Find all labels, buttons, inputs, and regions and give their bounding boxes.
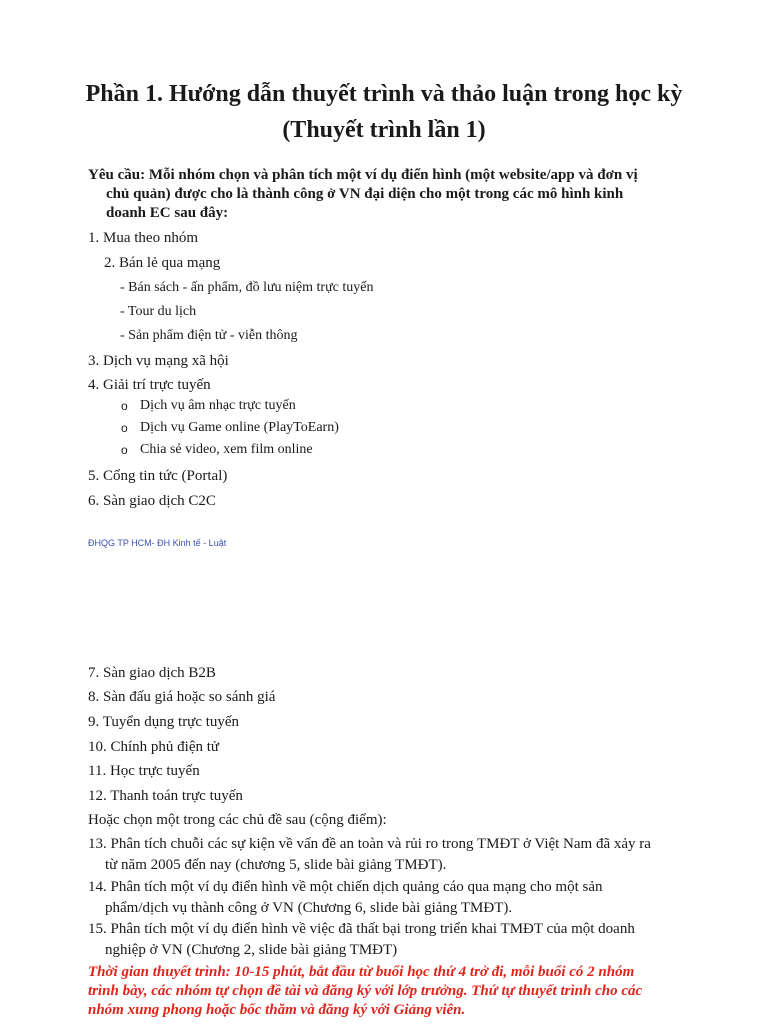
- list-item-3: 3. Dịch vụ mạng xã hội: [88, 353, 229, 369]
- list-item-15: [88, 919, 688, 961]
- circle-bullet-icon: o: [121, 443, 128, 457]
- note-line-1: Thời gian thuyết trình: 10-15 phút, bắt đầu từ buổi học thứ 4 trở đi, mỗi buổi có 2 nhóm: [88, 964, 635, 980]
- list-item-8: 8. Sàn đấu giá hoặc so sánh giá: [88, 689, 276, 705]
- circle-bullet-icon: o: [121, 421, 128, 435]
- list-subitem-4c: Chia sẻ video, xem film online: [140, 442, 313, 457]
- list-item-13-line-1: 13. Phân tích chuỗi các sự kiện về vấn đề an toàn và rủi ro trong TMĐT ở Việt Nam đã xảy ra: [88, 836, 651, 852]
- requirement-line-1: Yêu cầu: Mỗi nhóm chọn và phân tích một ví dụ điển hình (một website/app và đơn vị: [88, 167, 638, 183]
- list-item-14-line-2: phẩm/dịch vụ thành công ở VN (Chương 6, slide bài giảng TMĐT).: [105, 900, 513, 916]
- list-subitem-4a: Dịch vụ âm nhạc trực tuyến: [140, 398, 296, 413]
- note-line-2: trình bày, các nhóm tự chọn đề tài và đăng ký với lớp trưởng. Thứ tự thuyết trình cho các: [88, 983, 643, 999]
- title-line-1: Phần 1. Hướng dẫn thuyết trình và thảo luận trong học kỳ: [85, 81, 683, 107]
- list-item-2: 2. Bán lẻ qua mạng: [104, 255, 221, 271]
- list-subitem-2b: - Tour du lịch: [120, 304, 197, 319]
- list-item-15-line-1: 15. Phân tích một ví dụ điển hình về việc đã thất bại trong triển khai TMĐT của một doanh: [88, 921, 635, 937]
- presentation-time-note: [88, 963, 688, 1020]
- circle-bullet-icon: o: [121, 399, 128, 413]
- list-subitem-4b: Dịch vụ Game online (PlayToEarn): [140, 420, 339, 435]
- page-title: [60, 76, 708, 148]
- list-item-9: 9. Tuyển dụng trực tuyến: [88, 714, 240, 730]
- list-item-5: 5. Cổng tin tức (Portal): [88, 468, 228, 484]
- list-item-6: 6. Sàn giao dịch C2C: [88, 493, 216, 509]
- requirement-line-3: doanh EC sau đây:: [106, 205, 229, 221]
- requirement-paragraph: [88, 166, 688, 223]
- list-item-12: 12. Thanh toán trực tuyến: [88, 788, 243, 804]
- list-item-13: [88, 834, 688, 876]
- list-item-7: 7. Sàn giao dịch B2B: [88, 665, 216, 681]
- list-item-14: [88, 877, 688, 919]
- list-item-10: 10. Chính phủ điện tử: [88, 739, 220, 755]
- title-line-2: (Thuyết trình lần 1): [282, 117, 486, 143]
- list-item-1: 1. Mua theo nhóm: [88, 230, 198, 246]
- list-subitem-2c: - Sản phẩm điện tử - viễn thông: [120, 328, 298, 343]
- list-item-4: 4. Giải trí trực tuyến: [88, 377, 211, 393]
- alternative-topics-heading: Hoặc chọn một trong các chủ đề sau (cộng điểm):: [88, 812, 387, 828]
- page-footer: ĐHQG TP HCM- ĐH Kinh tế - Luật: [88, 538, 227, 548]
- list-subitem-2a: - Bán sách - ấn phẩm, đồ lưu niệm trực tuyến: [120, 280, 374, 295]
- list-item-15-line-2: nghiệp ở VN (Chương 2, slide bài giảng TMĐT): [105, 942, 398, 958]
- list-item-13-line-2: từ năm 2005 đến nay (chương 5, slide bài giảng TMĐT).: [105, 857, 447, 873]
- note-line-3: nhóm xung phong hoặc bốc thăm và đăng ký với Giảng viên.: [88, 1002, 466, 1018]
- list-item-11: 11. Học trực tuyến: [88, 763, 200, 779]
- requirement-line-2: chủ quản) được cho là thành công ở VN đại diện cho một trong các mô hình kinh: [106, 186, 624, 202]
- list-item-14-line-1: 14. Phân tích một ví dụ điển hình về một chiến dịch quảng cáo qua mạng cho một sản: [88, 879, 603, 895]
